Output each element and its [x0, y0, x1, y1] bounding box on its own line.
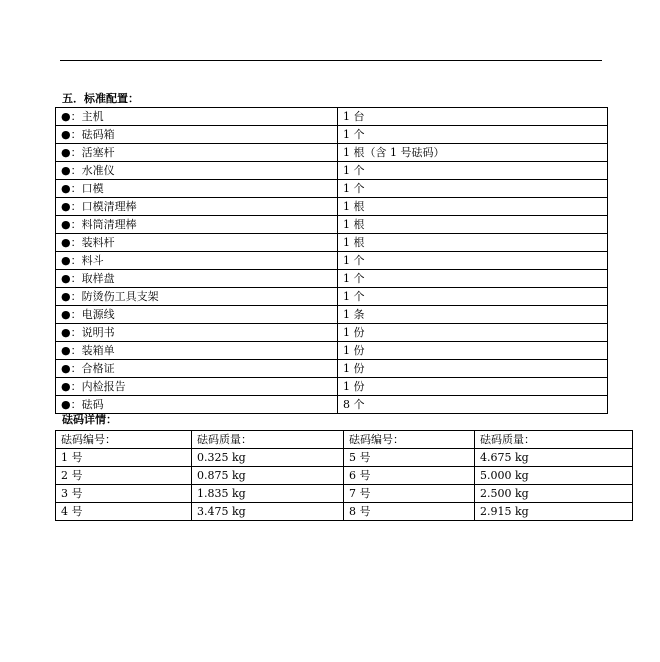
config-item-cell	[56, 144, 338, 162]
weight-number-cell: 5 号	[344, 449, 475, 467]
config-row	[56, 234, 608, 252]
config-row	[56, 126, 608, 144]
weights-detail-table	[55, 430, 633, 521]
config-row	[56, 288, 608, 306]
config-item-cell	[56, 360, 338, 378]
config-item-name: ：电源线	[70, 307, 115, 321]
bullet-icon: ●	[61, 325, 71, 339]
config-row	[56, 180, 608, 198]
weight-mass-cell: 2.915 kg	[475, 503, 633, 521]
bullet-icon: ●	[61, 289, 71, 303]
config-item-cell	[56, 324, 338, 342]
weight-number-cell: 3 号	[56, 485, 192, 503]
bullet-icon: ●	[61, 199, 71, 213]
config-item-cell	[56, 396, 338, 414]
weight-number-cell: 8 号	[344, 503, 475, 521]
config-item-name: ：水准仪	[70, 163, 115, 177]
weight-mass-cell: 2.500 kg	[475, 485, 633, 503]
weight-mass-cell: 3.475 kg	[192, 503, 344, 521]
config-row	[56, 306, 608, 324]
config-row	[56, 324, 608, 342]
config-item-name: ：防烫伤工具支架	[70, 289, 159, 303]
config-item-cell	[56, 108, 338, 126]
section-title: 五．标准配置：	[62, 92, 139, 105]
config-item-qty: 1 个	[338, 126, 608, 144]
config-item-qty: 1 个	[338, 162, 608, 180]
config-item-cell	[56, 216, 338, 234]
bullet-icon: ●	[61, 163, 71, 177]
weight-mass-cell: 4.675 kg	[475, 449, 633, 467]
config-item-name: ：口模	[70, 181, 104, 195]
config-row	[56, 360, 608, 378]
bullet-icon: ●	[61, 181, 71, 195]
bullet-icon: ●	[61, 361, 71, 375]
config-row	[56, 252, 608, 270]
config-item-name: ：内检报告	[70, 379, 126, 393]
weights-header-cell: 砝码质量：	[475, 431, 633, 449]
config-item-qty: 1 台	[338, 108, 608, 126]
bullet-icon: ●	[61, 343, 71, 357]
config-item-cell	[56, 378, 338, 396]
bullet-icon: ●	[61, 109, 71, 123]
weight-number-cell: 6 号	[344, 467, 475, 485]
weight-mass-cell: 0.875 kg	[192, 467, 344, 485]
weights-row	[56, 503, 633, 521]
config-item-name: ：主机	[70, 109, 104, 123]
weights-row	[56, 449, 633, 467]
weights-header-cell: 砝码编号：	[56, 431, 192, 449]
bullet-icon: ●	[61, 271, 71, 285]
weight-number-cell: 2 号	[56, 467, 192, 485]
weights-header-row	[56, 431, 633, 449]
weight-mass-cell: 5.000 kg	[475, 467, 633, 485]
config-item-qty: 1 份	[338, 360, 608, 378]
config-item-qty: 1 份	[338, 342, 608, 360]
config-item-cell	[56, 126, 338, 144]
standard-config-table	[55, 107, 608, 414]
weight-number-cell: 1 号	[56, 449, 192, 467]
config-row	[56, 198, 608, 216]
weights-row	[56, 467, 633, 485]
config-item-qty: 1 个	[338, 252, 608, 270]
weight-number-cell: 7 号	[344, 485, 475, 503]
config-item-cell	[56, 342, 338, 360]
config-item-qty: 1 根	[338, 234, 608, 252]
config-row	[56, 270, 608, 288]
weights-header-cell: 砝码编号：	[344, 431, 475, 449]
config-item-name: ：合格证	[70, 361, 115, 375]
config-item-cell	[56, 270, 338, 288]
bullet-icon: ●	[61, 235, 71, 249]
config-item-name: ：装料杆	[70, 235, 115, 249]
config-item-name: ：口模清理棒	[70, 199, 137, 213]
config-item-qty: 8 个	[338, 396, 608, 414]
config-item-qty: 1 条	[338, 306, 608, 324]
config-row	[56, 216, 608, 234]
config-item-name: ：料筒清理棒	[70, 217, 137, 231]
bullet-icon: ●	[61, 145, 71, 159]
weight-mass-cell: 1.835 kg	[192, 485, 344, 503]
config-row	[56, 108, 608, 126]
config-row	[56, 342, 608, 360]
config-item-name: ：装箱单	[70, 343, 115, 357]
header-rule	[60, 60, 602, 61]
bullet-icon: ●	[61, 217, 71, 231]
config-item-qty: 1 根	[338, 198, 608, 216]
config-row	[56, 396, 608, 414]
weight-number-cell: 4 号	[56, 503, 192, 521]
config-item-name: ：砝码箱	[70, 127, 115, 141]
config-item-name: ：取样盘	[70, 271, 115, 285]
config-item-name: ：砝码	[70, 397, 104, 411]
config-item-cell	[56, 198, 338, 216]
bullet-icon: ●	[61, 253, 71, 267]
config-item-qty: 1 个	[338, 288, 608, 306]
weight-mass-cell: 0.325 kg	[192, 449, 344, 467]
config-item-qty: 1 份	[338, 378, 608, 396]
bullet-icon: ●	[61, 307, 71, 321]
config-item-name: ：说明书	[70, 325, 115, 339]
config-item-cell	[56, 288, 338, 306]
config-item-qty: 1 个	[338, 180, 608, 198]
weights-header-cell: 砝码质量：	[192, 431, 344, 449]
config-item-qty: 1 个	[338, 270, 608, 288]
config-item-qty: 1 份	[338, 324, 608, 342]
config-item-cell	[56, 162, 338, 180]
bullet-icon: ●	[61, 127, 71, 141]
config-item-cell	[56, 180, 338, 198]
config-item-name: ：活塞杆	[70, 145, 115, 159]
config-row	[56, 378, 608, 396]
config-item-qty: 1 根（含 1 号砝码）	[338, 144, 608, 162]
bullet-icon: ●	[61, 397, 71, 411]
config-item-qty: 1 根	[338, 216, 608, 234]
config-item-cell	[56, 234, 338, 252]
config-item-name: ：料斗	[70, 253, 104, 267]
config-item-cell	[56, 306, 338, 324]
weights-title: 砝码详情：	[62, 413, 117, 426]
config-row	[56, 162, 608, 180]
config-row	[56, 144, 608, 162]
bullet-icon: ●	[61, 379, 71, 393]
config-item-cell	[56, 252, 338, 270]
weights-row	[56, 485, 633, 503]
